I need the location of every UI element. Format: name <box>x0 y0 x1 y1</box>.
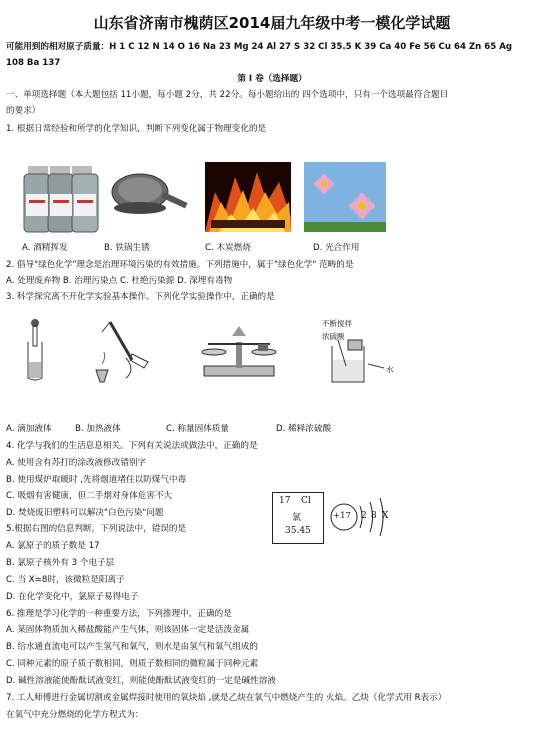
element-atomic-mass: 35.45 <box>285 526 311 536</box>
dropper-test-tube-image <box>20 318 50 382</box>
diluting-acid-image <box>318 338 396 386</box>
q3-label-acid: 浓硫酸 <box>322 332 345 341</box>
q1-option-a: A. 酒精挥发 <box>22 243 68 253</box>
part-title: 第 I 卷（选择题） <box>237 74 307 84</box>
q6-option-c: C. 同种元素的原子质子数相同，则质子数相同的微粒属于同种元素 <box>6 659 259 669</box>
element-symbol: Cl <box>301 496 311 506</box>
element-name: 氯 <box>292 513 302 523</box>
q3-option-b: B. 加热液体 <box>75 424 121 434</box>
q1-option-b: B. 铁锅生锈 <box>104 243 150 253</box>
q5-option-a: A. 氯原子的质子数是 17 <box>6 541 100 551</box>
atomic-mass-line1: 可能用到的相对原子质量：H 1 C 12 N 14 O 16 Na 23 Mg 24 Al 27 S 32 Cl 35.5 K 39 Ca 40 Fe 56 Cu 64 Zn 65 Ag <box>6 42 513 52</box>
q4-stem: 4. 化学与我们的生活息息相关。下列有关说法或做法中，正确的是 <box>6 441 258 451</box>
q1-option-c: C. 木炭燃烧 <box>205 243 251 253</box>
q7-line1: 7. 工人师傅进行金属切割或金属焊接时使用的氧炔焰 ,就是乙炔在氧气中燃烧产生的 火焰。乙炔（化学式用 R表示） <box>6 693 447 703</box>
balance-scale-image <box>196 322 282 382</box>
atom-nucleus-charge: +17 <box>333 511 351 521</box>
q5-option-c: C. 当 X=8时，该微粒是阳离子 <box>6 575 125 585</box>
atomic-mass-line2: 108 Ba 137 <box>6 58 61 68</box>
atom-shell-2: 8 <box>371 511 377 521</box>
q4-option-a: A. 使用含有苏打的涂改液修改错别字 <box>6 458 147 468</box>
q4-option-d: D. 焚烧废旧塑料可以解决"白色污染"问题 <box>6 508 164 518</box>
iron-pan-image <box>104 162 190 232</box>
q6-option-a: A. 某固体物质加入稀盐酸能产生气体，则该固体一定是活泼金属 <box>6 625 250 635</box>
q3-label-water: 水 <box>386 365 394 374</box>
atom-structure-diagram <box>326 490 396 544</box>
q5-option-b: B. 氯原子核外有 3 个电子层 <box>6 558 115 568</box>
q1-option-d: D. 光合作用 <box>313 243 360 253</box>
section-instruction-line1: 一、单项选择题（本大题包括 11小题，每小题 2分，共 22分。每小题给出的 四个选项中，只有一个选项最符合题目 <box>6 90 449 100</box>
q3-option-c: C. 称量固体质量 <box>166 424 230 434</box>
q5-stem: 5.根据右图的信息判断，下列说法中，错误的是 <box>6 524 187 534</box>
burning-charcoal-image <box>205 162 291 232</box>
page-title: 山东省济南市槐荫区2014届九年级中考一模化学试题 <box>93 14 451 32</box>
q3-option-d: D. 稀释浓硫酸 <box>276 424 332 434</box>
atom-shell-1: 2 <box>361 511 367 521</box>
element-atomic-number: 17 <box>279 496 291 506</box>
q2-options: A. 处理废弃物 B. 治理污染点 C. 杜绝污染源 D. 深埋有毒物 <box>6 276 233 286</box>
q3-label-stir: 不断搅拌 <box>322 319 352 328</box>
q4-option-b: B. 使用煤炉取暖时 ,先将烟道堵住以防煤气中毒 <box>6 475 187 485</box>
atom-shell-3: X <box>382 511 389 521</box>
alcohol-bottles-image <box>22 160 102 235</box>
section-instruction-line2: 的要求） <box>6 106 41 116</box>
element-card-chlorine <box>272 492 324 544</box>
q6-option-d: D. 碱性溶液能使酚酞试液变红，则能使酚酞试液变红的一定是碱性溶液 <box>6 676 276 686</box>
q3-stem: 3. 科学探究离不开化学实验基本操作。下列化学实验操作中，正确的是 <box>6 292 275 302</box>
q1-stem: 1. 根据日常经验和所学的化学知识，判断下列变化属于物理变化的是 <box>6 124 267 134</box>
q6-option-b: B. 给水通直流电可以产生氢气和氧气，则水是由氢气和氧气组成的 <box>6 642 258 652</box>
q5-option-d: D. 在化学变化中，氯原子易得电子 <box>6 592 139 602</box>
q2-stem: 2. 倡导"绿色化学"理念是治理环境污染的有效措施。下列措施中，属于"绿色化学" 范畴的是 <box>6 260 354 270</box>
q6-stem: 6. 推理是学习化学的一种重要方法，下列推理中，正确的是 <box>6 609 232 619</box>
q7-line2: 在氧气中充分燃烧的化学方程式为： <box>6 710 144 720</box>
q3-option-a: A. 滴加液体 <box>6 424 52 434</box>
flowers-photosynthesis-image <box>304 162 386 232</box>
heating-liquid-image <box>92 312 154 384</box>
q4-option-c: C. 吸烟有害健康，但二手烟对身体危害不大 <box>6 491 173 501</box>
